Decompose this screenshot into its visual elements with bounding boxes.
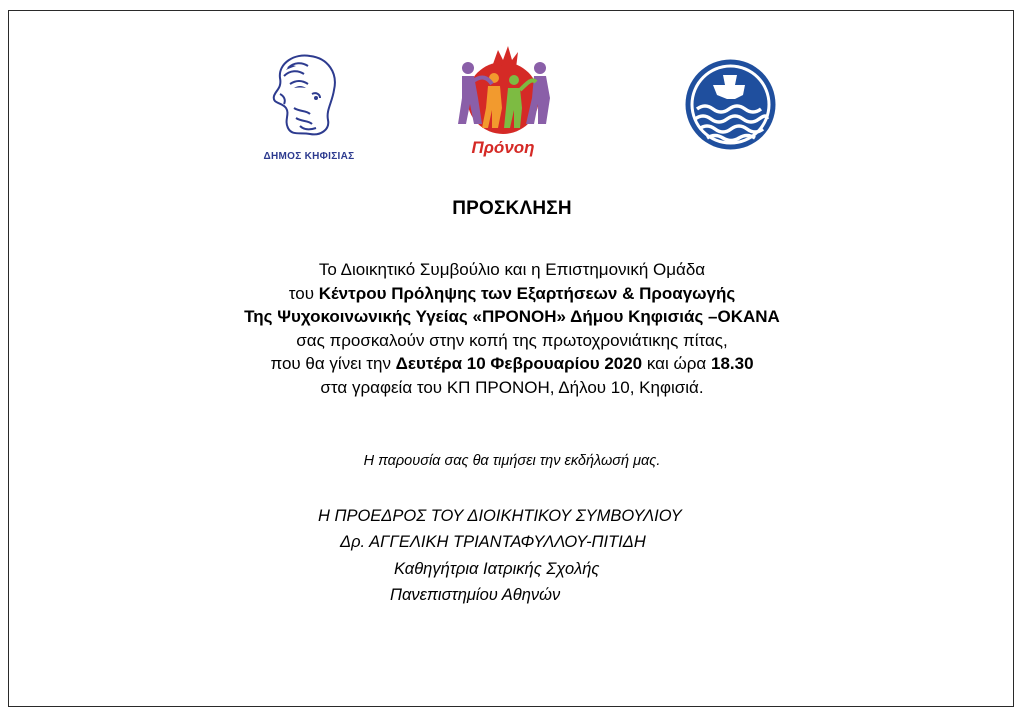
okana-logo-icon [683,57,778,152]
okana-logo [683,57,778,152]
pronoi-caption: Πρόνοη [471,138,535,157]
body-line-4: σας προσκαλούν στην κοπή της πρωτοχρονιάτικης πίτας, [296,330,728,350]
event-date: Δευτέρα 10 Φεβρουαρίου 2020 [395,354,643,374]
kifisia-municipality-logo [250,48,368,166]
signature-role: Η ΠΡΟΕΔΡΟΣ ΤΟΥ ΔΙΟΙΚΗΤΙΚΟΥ ΣΥΜΒΟΥΛΙΟΥ [318,507,682,525]
pronoi-logo [448,38,558,163]
closing-note: Η παρουσία σας θα τιμήσει την εκδήλωσή μας. [363,453,661,469]
body-line-2 [0,282,1024,306]
signature-name: Δρ. ΑΓΓΕΛΙΚΗ ΤΡΙΑΝΤΑΦΥΛΛΟΥ-ΠΙΤΙΔΗ [340,533,646,551]
invitation-body [0,258,1024,400]
menander-head-icon [250,48,368,148]
body-line-2-prefix: του [288,283,319,303]
signature-institution: Πανεπιστημίου Αθηνών [390,586,561,604]
pomegranate-people-icon [448,38,558,138]
event-time: 18.30 [710,354,754,374]
center-name-part1: Κέντρου Πρόληψης των Εξαρτήσεων & Προαγωγής [318,283,736,303]
signature-position: Καθηγήτρια Ιατρικής Σχολής [394,560,600,578]
body-line-3 [0,305,1024,329]
body-line-5 [0,352,1024,376]
body-line-1: Το Διοικητικό Συμβούλιο και η Επιστημονική Ομάδα [318,260,706,279]
center-name-part2: Της Ψυχοκοινωνικής Υγείας «ΠΡΟΝΟΗ» Δήμου Κηφισιάς –ΟΚΑΝΑ [244,307,780,327]
body-line-5-prefix: που θα γίνει την [270,354,396,374]
kifisia-caption: ΔΗΜΟΣ ΚΗΦΙΣΙΑΣ [263,151,355,162]
invitation-title: ΠΡΟΣΚΛΗΣΗ [452,198,572,219]
body-line-5-mid: και ώρα [642,354,711,374]
body-line-6: στα γραφεία του ΚΠ ΠΡΟΝΟΗ, Δήλου 10, Κηφισιά. [320,377,704,397]
